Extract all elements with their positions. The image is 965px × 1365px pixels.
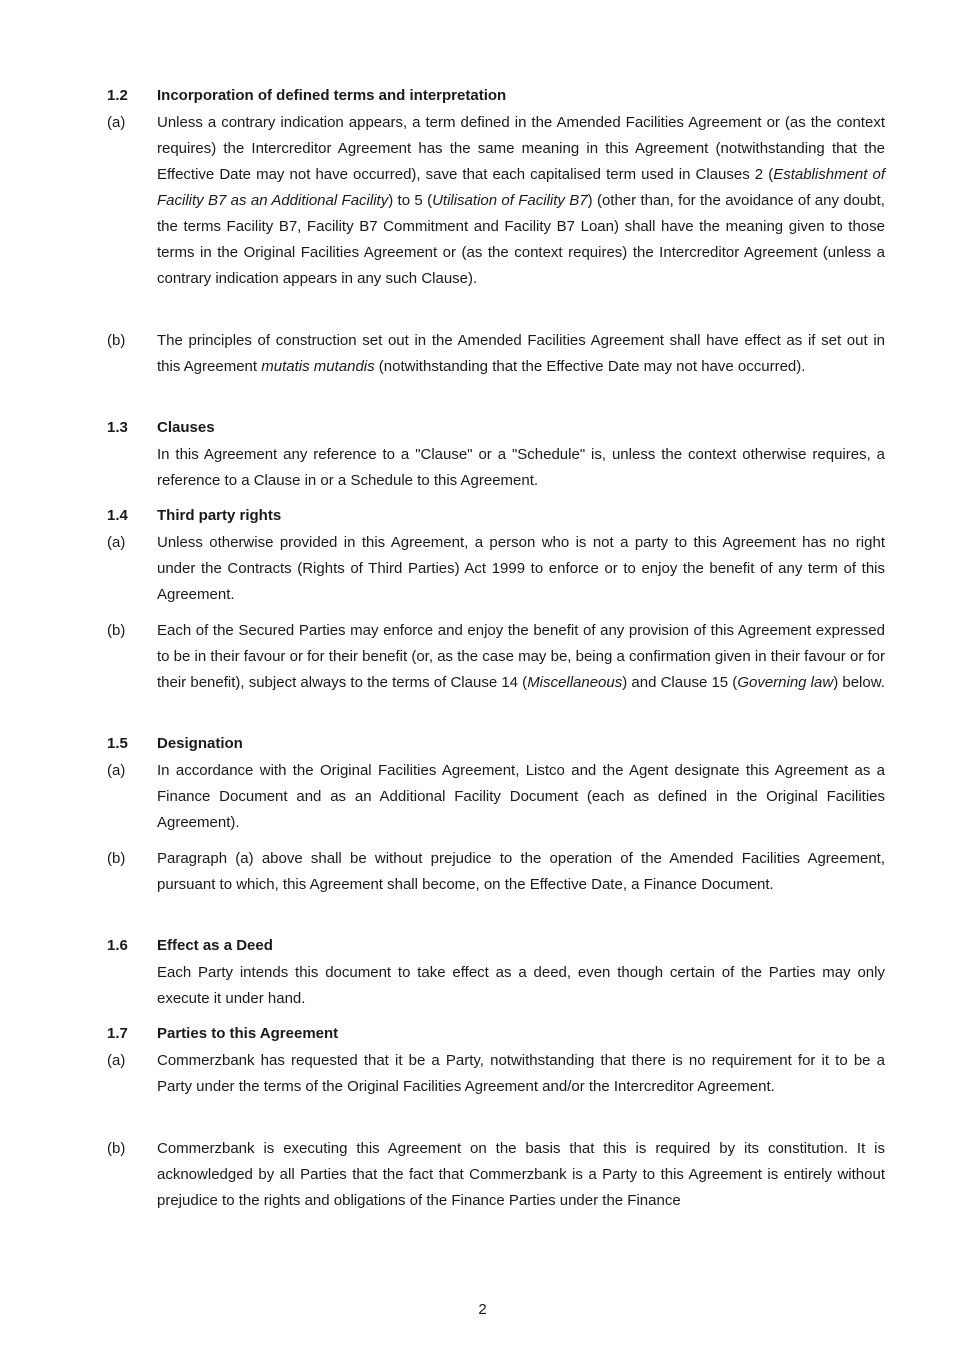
text-run: Unless a contrary indication appears, a term defined in the Amended Facilities Agreement or (as the context requires) the Intercreditor Agreement has the same meaning in this Agreement (notwithstanding that the Effective Date may not have occurred), save that each capitalised term used in Clauses 2 ( (157, 114, 885, 183)
section-number: 1.6 (107, 937, 128, 954)
text-run: (notwithstanding that the Effective Date may not have occurred). (374, 358, 806, 375)
paragraph-1-4-a (107, 530, 885, 608)
text-run: The principles of construction set out in the Amended Facilities Agreement shall have effect as if set out in this Agreement (157, 332, 885, 375)
paragraph-label: (a) (107, 762, 126, 779)
page-number: 2 (478, 1301, 487, 1318)
paragraph-text: Commerzbank is executing this Agreement on the basis that this is required by its constitution. It is acknowledged by all Parties that the fact that Commerzbank is a Party to this Agreement is entirely without prejudice to the rights and obligations of the Finance Parties under the Finance (157, 1140, 885, 1209)
paragraph-text: Paragraph (a) above shall be without prejudice to the operation of the Amended Facilities Agreement, pursuant to which, this Agreement shall become, on the Effective Date, a Finance Document. (157, 850, 885, 893)
paragraph-1-2-a (107, 110, 885, 292)
text-run: ) (other than, for the avoidance of any doubt, the terms Facility B7, Facility B7 Commitment and Facility B7 Loan) shall have the meaning given to those terms in the Original Facilities Agreement or (as the context requires) the Intercreditor Agreement (unless a contrary indication appears in any such Clause). (157, 192, 885, 287)
section-title: Parties to this Agreement (157, 1025, 339, 1042)
text-run: Each of the Secured Parties may enforce and enjoy the benefit of any provision of this Agreement expressed to be in their favour or for their benefit (or, as the case may be, being a confirmation given in their favour or for their benefit), subject always to the terms of Clause 14 ( (157, 622, 885, 691)
section-heading-1-7 (107, 1024, 338, 1044)
italic-clause-title: Governing law (737, 674, 834, 691)
section-heading-1-6 (107, 936, 273, 956)
paragraph-label: (b) (107, 1140, 126, 1157)
section-title: Incorporation of defined terms and interpretation (157, 87, 507, 104)
section-title: Third party rights (157, 507, 282, 524)
section-number: 1.4 (107, 507, 128, 524)
section-heading-1-4 (107, 506, 281, 526)
paragraph-text: In accordance with the Original Facilities Agreement, Listco and the Agent designate this Agreement as a Finance Document and as an Additional Facility Document (each as defined in the Original Facilities Agreement). (157, 762, 885, 831)
paragraph-1-5-a (107, 758, 885, 836)
paragraph-text: Commerzbank has requested that it be a Party, notwithstanding that there is no requirement for it to be a Party under the terms of the Original Facilities Agreement and/or the Intercreditor Agreement. (157, 1052, 885, 1095)
paragraph-label: (b) (107, 850, 126, 867)
paragraph-1-7-a (107, 1048, 885, 1100)
paragraph-1-2-b (107, 328, 885, 380)
section-title: Designation (157, 735, 243, 752)
italic-clause-title: Utilisation of Facility B7 (432, 192, 588, 209)
text-run: ) and Clause 15 ( (622, 674, 738, 691)
paragraph-1-6 (107, 960, 885, 1012)
paragraph-text: In this Agreement any reference to a "Clause" or a "Schedule" is, unless the context otherwise requires, a reference to a Clause in or a Schedule to this Agreement. (157, 446, 885, 489)
paragraph-label: (a) (107, 1052, 126, 1069)
text-run: ) below. (833, 674, 885, 691)
italic-clause-title: Establishment of Facility B7 as an Additional Facility (157, 166, 886, 209)
paragraph-text: Each Party intends this document to take effect as a deed, even though certain of the Parties may only execute it under hand. (157, 964, 885, 1007)
paragraph-1-7-b (107, 1136, 885, 1214)
section-heading-1-3 (107, 418, 215, 438)
section-number: 1.5 (107, 735, 128, 752)
paragraph-label: (b) (107, 332, 126, 349)
paragraph-1-3 (107, 442, 885, 494)
section-number: 1.7 (107, 1025, 128, 1042)
paragraph-label: (b) (107, 622, 126, 639)
paragraph-text (157, 618, 885, 696)
paragraph-label: (a) (107, 114, 126, 131)
paragraph-label: (a) (107, 534, 126, 551)
paragraph-text (157, 110, 885, 292)
section-number: 1.3 (107, 419, 128, 436)
italic-phrase: mutatis mutandis (261, 358, 375, 375)
section-number: 1.2 (107, 87, 128, 104)
paragraph-text: Unless otherwise provided in this Agreement, a person who is not a party to this Agreement has no right under the Contracts (Rights of Third Parties) Act 1999 to enforce or to enjoy the benefit of any term of this Agreement. (157, 534, 885, 603)
section-heading-1-5 (107, 734, 243, 754)
italic-clause-title: Miscellaneous (527, 674, 623, 691)
text-run: ) to 5 ( (388, 192, 433, 209)
paragraph-1-5-b (107, 846, 885, 898)
section-heading-1-2 (107, 86, 506, 106)
paragraph-1-4-b (107, 618, 885, 696)
section-title: Clauses (157, 419, 215, 436)
section-title: Effect as a Deed (157, 937, 273, 954)
paragraph-text (157, 328, 885, 380)
